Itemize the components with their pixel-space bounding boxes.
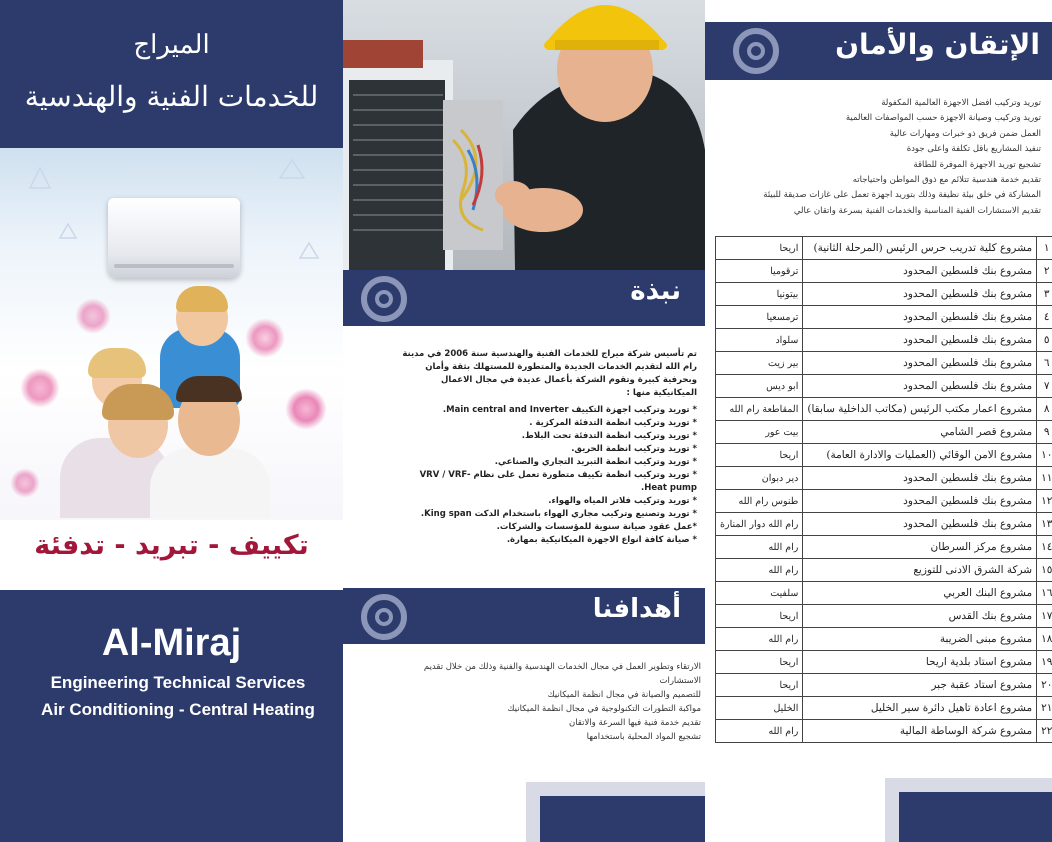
projects-table-body [716, 237, 1052, 743]
about-title: نبذة [630, 276, 681, 306]
flower-burst-decoration [245, 318, 285, 358]
project-number: ٤ [1037, 306, 1052, 329]
project-number: ٧ [1037, 375, 1052, 398]
project-name: مشروع بنك فلسطين المحدود [803, 513, 1037, 536]
company-name-english: Al-Miraj [101, 622, 242, 664]
project-number: ١ [1037, 237, 1052, 260]
left-panel [0, 0, 343, 842]
table-row [716, 260, 1052, 283]
target-ring-icon [733, 28, 779, 74]
about-intro-text: تم تأسيس شركة ميراج للخدمات الفنية والهندسية سنة 2006 في مدينة رام الله لتقديم الخدمات الجديدة والمتطورة للمستهلك بثقة وأمان وبحرفية كبيرة وتقوم الشركة بأعمال عديدة في مجال الاعمال الميكانيكية منها : [402, 349, 697, 398]
table-row [716, 444, 1052, 467]
project-number: ٨ [1037, 398, 1052, 421]
project-name: مشروع بنك فلسطين المحدود [803, 283, 1037, 306]
list-item: للتصميم والصيانة في مجال انظمة الميكانيك [547, 690, 701, 700]
project-name: مشروع بنك فلسطين المحدود [803, 260, 1037, 283]
project-location: بيت عور [716, 421, 803, 444]
company-title-arabic: الميراج [133, 30, 210, 60]
table-row [716, 582, 1052, 605]
man-shirt [150, 448, 270, 518]
projects-table [715, 236, 1052, 743]
flower-burst-decoration [10, 468, 40, 498]
project-location: رام الله [716, 536, 803, 559]
company-subtitle-english: Engineering Technical Services [50, 673, 306, 692]
project-name: مشروع مبنى الضريبة [803, 628, 1037, 651]
air-conditioner-unit [108, 198, 240, 278]
project-name: مشروع بنك القدس [803, 605, 1037, 628]
project-number: ٦ [1037, 352, 1052, 375]
project-location: رام الله [716, 628, 803, 651]
project-name: مشروع بنك فلسطين المحدود [803, 490, 1037, 513]
project-location: اريحا [716, 605, 803, 628]
project-location: دير دبوان [716, 467, 803, 490]
project-name: مشروع بنك فلسطين المحدود [803, 306, 1037, 329]
company-subtitle-arabic: للخدمات الفنية والهندسية [24, 80, 319, 113]
table-row [716, 398, 1052, 421]
list-item: * توريد وتركيب انظمة التبريد التجاري والصناعي. [494, 457, 697, 467]
table-row [716, 490, 1052, 513]
list-item: * توريد وتركيب انظمة الحريق. [571, 444, 697, 454]
table-row [716, 536, 1052, 559]
table-row [716, 605, 1052, 628]
list-item: الارتقاء وتطوير العمل في مجال الخدمات الهندسية والفنية وذلك من خلال تقديم الاستشارات [423, 662, 701, 686]
flower-burst-decoration [20, 368, 60, 408]
project-number: ١٣ [1037, 513, 1052, 536]
list-item: * توريد وتركيب انظمة التدفئة المركزية . [529, 418, 697, 428]
project-location: الخليل [716, 697, 803, 720]
project-number: ١١ [1037, 467, 1052, 490]
project-location: رام الله [716, 720, 803, 743]
table-row [716, 720, 1052, 743]
goals-banner [343, 588, 705, 644]
project-location: رام الله [716, 559, 803, 582]
project-name: مشروع اعادة تاهيل دائرة سير الخليل [803, 697, 1037, 720]
list-item: المشاركة في خلق بيئة نظيفة وذلك بتوريد اجهزة تعمل على غازات صديقة للبيئة [763, 190, 1041, 201]
project-number: ٢١ [1037, 697, 1052, 720]
list-item: *عمل عقود صيانة سنوية للمؤسسات والشركات. [496, 522, 697, 532]
table-row [716, 513, 1052, 536]
left-header-block [0, 0, 343, 148]
project-name: مشروع الامن الوقائي (العمليات والادارة العامة) [803, 444, 1037, 467]
project-name: شركة الشرق الادنى للتوزيع [803, 559, 1037, 582]
table-row [716, 421, 1052, 444]
table-row [716, 237, 1052, 260]
list-item: تقديم خدمة هندسية تتلائم مع ذوق المواطن واحتياجاته [852, 175, 1041, 186]
project-location: سلواد [716, 329, 803, 352]
family-ac-photo [0, 148, 343, 520]
project-number: ١٥ [1037, 559, 1052, 582]
project-name: مشروع البنك العربي [803, 582, 1037, 605]
list-item: * توريد وتركيب انظمة تكييف متطورة تعمل على نظام VRV / VRF-Heat pump. [419, 470, 697, 493]
list-item: * توريد وتصنيع وتركيب مجاري الهواء باستخدام الدكت King span. [420, 509, 697, 519]
project-number: ١٢ [1037, 490, 1052, 513]
list-item: توريد وتركيب افضل الاجهزة العالمية المكفولة [881, 98, 1041, 108]
project-name: مشروع شركة الوساطة المالية [803, 720, 1037, 743]
project-number: ١٦ [1037, 582, 1052, 605]
project-number: ٢٢ [1037, 720, 1052, 743]
project-number: ١٠ [1037, 444, 1052, 467]
table-row [716, 559, 1052, 582]
list-item: تنفيذ المشاريع باقل تكلفة واعلى جودة [906, 144, 1041, 155]
list-item: تقديم خدمة فنية فيها السرعة والاتقان [568, 718, 701, 728]
table-row [716, 697, 1052, 720]
table-row [716, 352, 1052, 375]
project-location: اريحا [716, 674, 803, 697]
list-item: * صيانة كافة انواع الاجهزة الميكانيكية بمهارة. [506, 535, 697, 545]
table-row [716, 283, 1052, 306]
project-name: مشروع بنك فلسطين المحدود [803, 467, 1037, 490]
list-item: * توريد وتركيب انظمة التدفئة تحت البلاط. [521, 431, 697, 441]
right-panel [705, 0, 1052, 842]
target-ring-icon [361, 276, 407, 322]
project-number: ٩ [1037, 421, 1052, 444]
list-item: تشجيع توريد الاجهزة الموفرة للطاقة [913, 159, 1041, 170]
project-location: اريحا [716, 651, 803, 674]
project-name: مشروع كلية تدريب حرس الرئيس (المرحلة الثانية) [803, 237, 1037, 260]
boy-hair [176, 286, 228, 312]
technician-illustration-icon [343, 0, 705, 270]
services-list [399, 404, 697, 547]
project-number: ١٩ [1037, 651, 1052, 674]
project-location: رام الله دوار المنارة [716, 513, 803, 536]
table-row [716, 674, 1052, 697]
quality-title: الإتقان والأمان [835, 28, 1040, 61]
middle-panel [343, 0, 705, 842]
project-location: المقاطعة رام الله [716, 398, 803, 421]
project-number: ٢٠ [1037, 674, 1052, 697]
table-row [716, 467, 1052, 490]
table-row [716, 651, 1052, 674]
list-item: العمل ضمن فريق ذو خبرات ومهارات عالية [889, 128, 1041, 139]
project-location: بير زيت [716, 352, 803, 375]
project-location: ترمسعيا [716, 306, 803, 329]
goals-title: أهدافنا [592, 594, 681, 624]
project-name: مشروع بنك فلسطين المحدود [803, 329, 1037, 352]
table-row [716, 306, 1052, 329]
project-location: اريحا [716, 237, 803, 260]
target-ring-icon [361, 594, 407, 640]
technician-photo [343, 0, 705, 270]
table-row [716, 375, 1052, 398]
project-location: سلفيت [716, 582, 803, 605]
project-location: ترقوميا [716, 260, 803, 283]
project-location: اريحا [716, 444, 803, 467]
flower-burst-decoration [75, 298, 111, 334]
quality-banner [705, 22, 1052, 80]
list-item: * توريد وتركيب فلاتر المياه والهواء. [548, 496, 697, 506]
project-number: ٢ [1037, 260, 1052, 283]
company-services-english: Air Conditioning - Central Heating [41, 700, 315, 719]
list-item: مواكبة التطورات التكنولوجية في مجال انظمة الميكانيك [507, 704, 701, 714]
project-number: ١٨ [1037, 628, 1052, 651]
project-number: ١٤ [1037, 536, 1052, 559]
man-hair [176, 376, 242, 402]
project-name: مشروع استاد بلدية اريحا [803, 651, 1037, 674]
project-name: مشروع بنك فلسطين المحدود [803, 375, 1037, 398]
table-row [716, 628, 1052, 651]
project-location: طنوس رام الله [716, 490, 803, 513]
project-name: مشروع بنك فلسطين المحدود [803, 352, 1037, 375]
quality-values-list [745, 96, 1041, 219]
project-number: ٣ [1037, 283, 1052, 306]
list-item: تقديم الاستشارات الفنية المناسبة والخدمات الفنية بسرعة واتقان عالي [793, 205, 1041, 216]
flower-burst-decoration [285, 388, 327, 430]
corner-decoration [526, 782, 705, 842]
project-number: ٥ [1037, 329, 1052, 352]
girl-hair [88, 348, 146, 378]
project-number: ١٧ [1037, 605, 1052, 628]
project-name: مشروع استاد عقبة جبر [803, 674, 1037, 697]
project-name: مشروع اعمار مكتب الرئيس (مكاتب الداخلية سابقا) [803, 398, 1037, 421]
list-item: توريد وتركيب وصيانة الاجهزة حسب المواصفات العالمية [845, 113, 1041, 124]
project-name: مشروع مركز السرطان [803, 536, 1037, 559]
services-tagline: تكييف - تبريد - تدفئة [34, 530, 309, 561]
corner-decoration [885, 778, 1052, 842]
project-name: مشروع قصر الشامي [803, 421, 1037, 444]
about-banner [343, 270, 705, 326]
project-location: بيتونيا [716, 283, 803, 306]
table-row [716, 329, 1052, 352]
goals-list [383, 660, 701, 744]
list-item: * توريد وتركيب اجهزة التكييف Main central and Inverter. [442, 405, 697, 415]
list-item: تشجيع المواد المحلية باستخدامها [586, 732, 701, 742]
project-location: ابو ديس [716, 375, 803, 398]
